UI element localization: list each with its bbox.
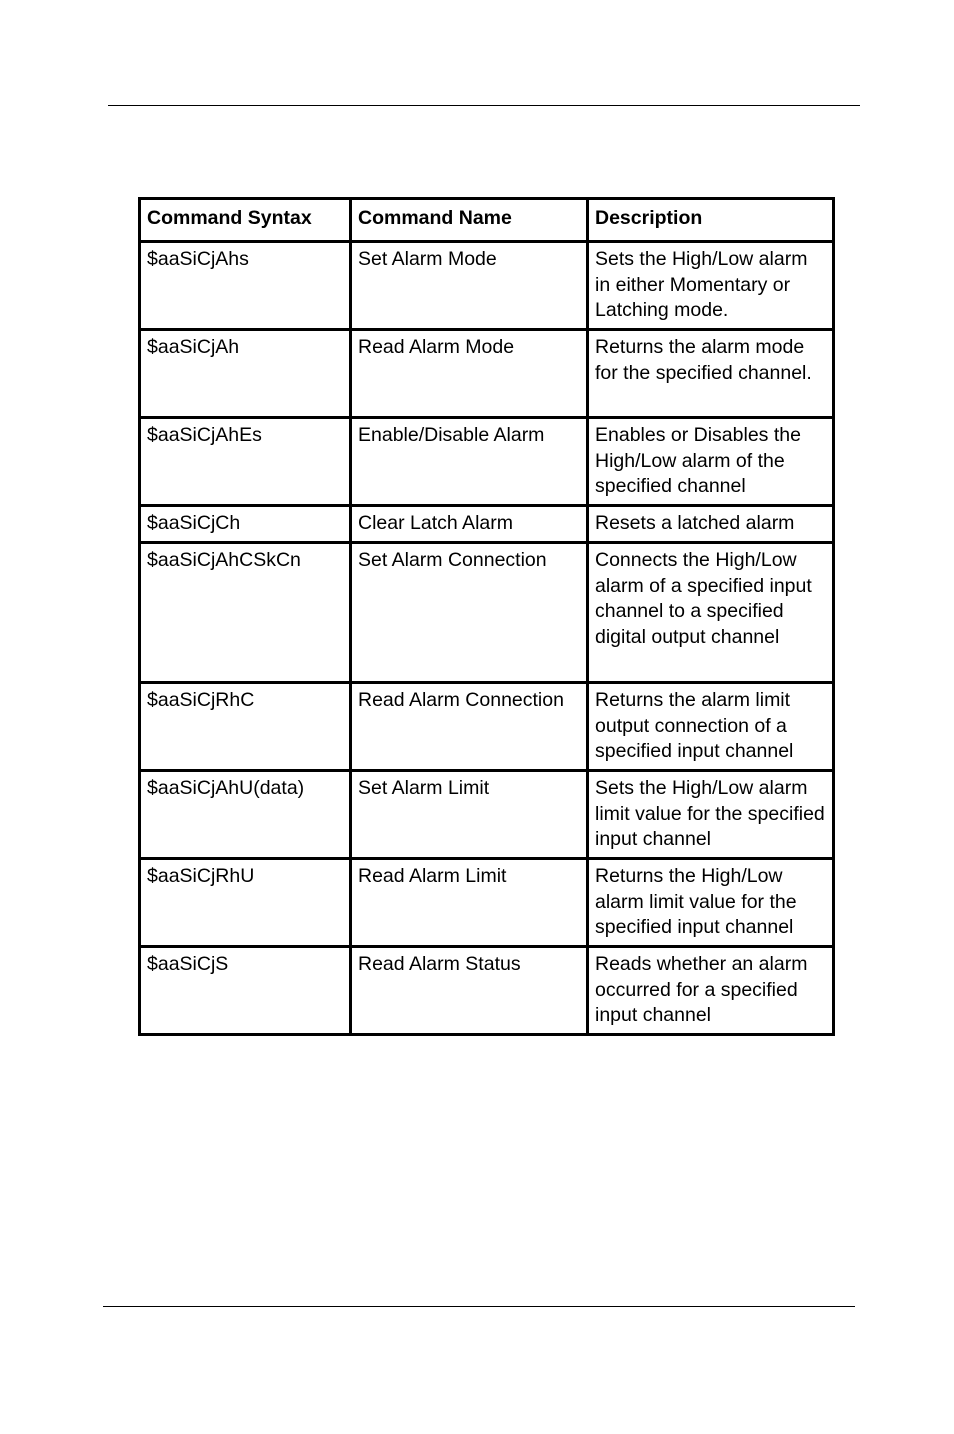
table-row [140,242,834,330]
table-row [140,506,834,543]
table-row [140,330,834,418]
cell-description: Resets a latched alarm [588,506,834,543]
cell-command-syntax: $aaSiCjAhU(data) [140,771,351,859]
command-table [138,197,835,1036]
table-row [140,418,834,506]
cell-command-syntax: $aaSiCjAhEs [140,418,351,506]
header-rule [108,105,860,106]
table-row [140,947,834,1035]
cell-command-name: Read Alarm Limit [351,859,588,947]
cell-command-name: Set Alarm Connection [351,543,588,683]
cell-description: Returns the High/Low alarm limit value for the specified input channel [588,859,834,947]
table-row [140,859,834,947]
cell-command-name: Set Alarm Mode [351,242,588,330]
footer-rule [103,1306,855,1307]
table-row [140,771,834,859]
cell-command-syntax: $aaSiCjS [140,947,351,1035]
cell-command-name: Read Alarm Connection [351,683,588,771]
header-description: Description [588,199,834,242]
cell-command-syntax: $aaSiCjAhs [140,242,351,330]
cell-command-name: Enable/Disable Alarm [351,418,588,506]
cell-description: Returns the alarm limit output connection of a specified input channel [588,683,834,771]
cell-command-name: Clear Latch Alarm [351,506,588,543]
cell-description: Enables or Disables the High/Low alarm of the specified channel [588,418,834,506]
cell-description: Sets the High/Low alarm limit value for the specified input channel [588,771,834,859]
cell-command-syntax: $aaSiCjRhU [140,859,351,947]
header-command-syntax: Command Syntax [140,199,351,242]
cell-description: Reads whether an alarm occurred for a specified input channel [588,947,834,1035]
cell-command-name: Read Alarm Mode [351,330,588,418]
cell-command-syntax: $aaSiCjAh [140,330,351,418]
cell-description: Sets the High/Low alarm in either Momentary or Latching mode. [588,242,834,330]
table-row [140,683,834,771]
table-header-row [140,199,834,242]
cell-command-syntax: $aaSiCjAhCSkCn [140,543,351,683]
cell-command-syntax: $aaSiCjRhC [140,683,351,771]
table-row [140,543,834,683]
cell-command-name: Set Alarm Limit [351,771,588,859]
cell-command-syntax: $aaSiCjCh [140,506,351,543]
header-command-name: Command Name [351,199,588,242]
cell-command-name: Read Alarm Status [351,947,588,1035]
cell-description: Returns the alarm mode for the specified channel. [588,330,834,418]
cell-description: Connects the High/Low alarm of a specified input channel to a specified digital output channel [588,543,834,683]
